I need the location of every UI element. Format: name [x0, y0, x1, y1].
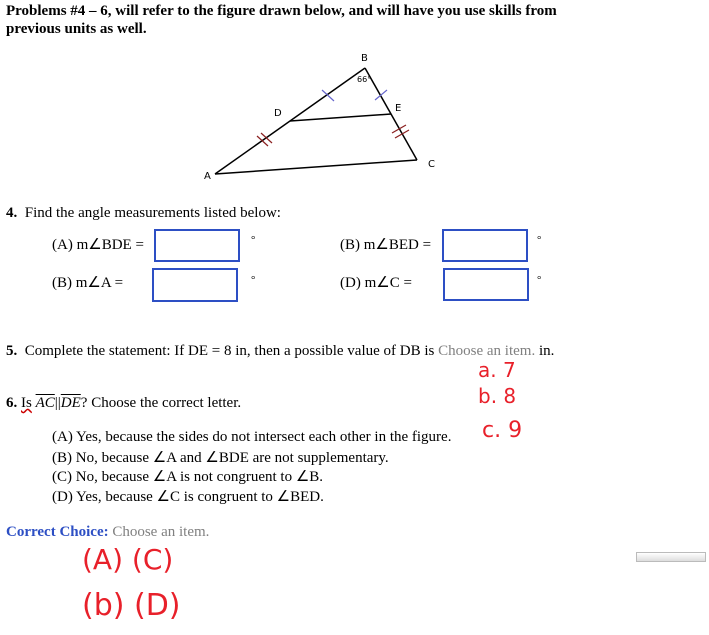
- handwritten-a: a. 7: [478, 358, 516, 382]
- handwritten-c: c. 9: [482, 418, 523, 443]
- q4-item-label: (B) m∠A =: [52, 275, 124, 291]
- label-E: E: [395, 103, 402, 114]
- intro-line-2: previous units as well.: [6, 21, 147, 37]
- q5-suffix: in.: [538, 343, 555, 359]
- label-B: B: [361, 53, 368, 64]
- handwritten-row-2: (b) (D): [82, 588, 181, 623]
- degree-symbol: °: [537, 234, 542, 246]
- label-C: C: [428, 159, 435, 170]
- segment-DE: [290, 114, 391, 121]
- q6-option-d: (D) Yes, because ∠C is congruent to ∠BED.: [52, 489, 324, 505]
- q4-item-label: (B) m∠BED =: [340, 237, 432, 253]
- degree-symbol: °: [251, 274, 256, 286]
- answer-box-c[interactable]: [443, 268, 529, 301]
- q4-item-label: (A) m∠BDE =: [52, 237, 144, 253]
- handwritten-b: b. 8: [478, 384, 517, 408]
- correct-choice-dropdown[interactable]: Choose an item.: [112, 524, 210, 540]
- q6-option-a: (A) Yes, because the sides do not intersect each other in the figure.: [52, 429, 452, 445]
- segment-de: $\overline{DE}$: [60, 395, 81, 411]
- segment-ac: $\overline{AC}$: [35, 395, 55, 411]
- answer-box-bed[interactable]: [442, 229, 528, 262]
- label-A: A: [204, 171, 211, 182]
- q5-dropdown[interactable]: Choose an item.: [438, 343, 536, 359]
- q5-number: 5.: [6, 343, 18, 359]
- answer-box-a[interactable]: [152, 268, 238, 302]
- q6-option-b: (B) No, because ∠A and ∠BDE are not supplementary.: [52, 450, 389, 466]
- q5-text: Complete the statement: If DE = 8 in, then a possible value of DB is: [24, 343, 435, 359]
- degree-symbol: °: [251, 234, 256, 246]
- degree-symbol: °: [537, 274, 542, 286]
- q4-number: 4.: [6, 205, 18, 221]
- angle-B-label: 66°: [357, 75, 372, 84]
- q4-item-label: (D) m∠C =: [340, 275, 412, 291]
- answer-box-bde[interactable]: [154, 229, 240, 262]
- side-AC: [215, 160, 417, 174]
- parallel-symbol: ||: [54, 395, 61, 411]
- q4-prompt: Find the angle measurements listed below:: [24, 205, 281, 221]
- q6-question: ? Choose the correct letter.: [80, 395, 242, 411]
- q6-number: 6.: [6, 395, 18, 411]
- q6-option-c: (C) No, because ∠A is not congruent to ∠B.: [52, 469, 324, 485]
- triangle-figure: [0, 0, 709, 200]
- correct-choice-label: Correct Choice:: [6, 524, 109, 540]
- handwritten-row-1: (A) (C): [82, 543, 174, 576]
- q6-is: Is: [21, 395, 32, 411]
- label-D: D: [274, 108, 282, 119]
- intro-line-1: Problems #4 – 6, will refer to the figure drawn below, and will have you use skills from: [6, 3, 557, 19]
- scroll-widget[interactable]: [636, 552, 706, 562]
